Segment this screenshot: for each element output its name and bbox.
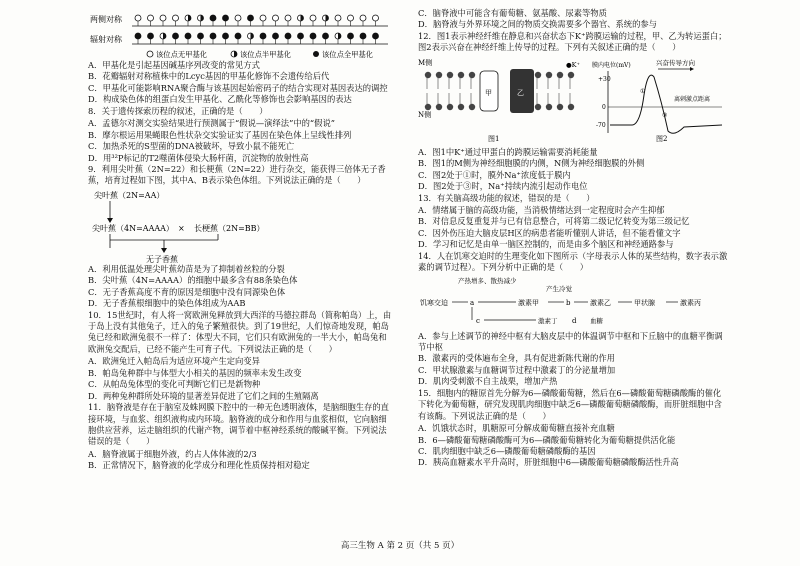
lipid-head: [458, 72, 464, 78]
methyl-site: [348, 33, 354, 39]
q9-option-d: D．无子香蕉根细胞中的染色体组成为AAB: [88, 298, 246, 309]
full-methyl-legend-icon: [313, 51, 319, 57]
methyl-site: [148, 33, 154, 39]
arrow-head-1: [107, 218, 113, 223]
methyl-site: [310, 33, 316, 39]
methyl-site: [373, 33, 379, 39]
q11-option-c: C．脑脊液中可能含有葡萄糖、氨基酸、尿素等物质: [418, 8, 607, 18]
unmethyl-legend-icon: [147, 51, 153, 57]
methyl-site: [348, 15, 354, 21]
node-a-label: a: [470, 298, 475, 307]
methyl-site: [373, 15, 379, 21]
lipid-head: [546, 72, 552, 78]
point1-label: ①: [640, 87, 646, 95]
q9-option-a: A．利用低温处理尖叶蕉幼苗是为了抑制着丝粒的分裂: [88, 263, 285, 274]
methylation-svg: [88, 8, 393, 60]
regulation-svg: [418, 275, 728, 331]
figure2-action-potential: [592, 58, 722, 143]
node-b-label: b: [566, 298, 571, 307]
q8-stem: 8．关于遗传探索历程的叙述，正确的是（ ）: [88, 105, 268, 116]
pump-label: 乙: [517, 88, 524, 97]
q10-option-c: C．从帕岛兔体型的变化可判断它们已是新物种: [88, 379, 261, 390]
figure2-caption: 图2: [656, 134, 668, 143]
hormone-jia-label: 激素甲: [518, 298, 539, 307]
row1-dots: [132, 15, 388, 26]
methyl-site: [210, 33, 216, 39]
tick-plus30: +30: [598, 75, 611, 83]
nerve-svg: [418, 55, 728, 147]
q12-option-b: B．图1的M侧为神经细胞膜的内侧，N侧为神经细胞膜的外侧: [418, 158, 645, 169]
lipid-head: [425, 72, 431, 78]
lipid-head: [568, 104, 574, 110]
q15-option-a: A．饥饿状态时，肌糖原可分解成葡萄糖直接补充血糖: [418, 423, 615, 434]
shiver-label: 产热增多、散热减少: [458, 276, 517, 285]
methyl-site: [173, 33, 179, 39]
q15-stem: 15．细胞内的糖原首先分解为6—磷酸葡萄糖，然后在6—磷酸葡萄糖磷酸酶的催化下转化为葡萄糖，研究发现肌肉细胞中缺乏6—磷酸葡萄糖磷酸酶，而肝脏细胞中含有该酶。下列说法正确的是（ ）: [418, 387, 722, 421]
lipid-head: [546, 104, 552, 110]
cold-stimulus-label: 饥寒交迫: [420, 298, 448, 307]
q13-option-a: A．情绪属于脑的高级功能，当消极情绪达到一定程度时会产生抑郁: [418, 204, 665, 215]
m-side-label: M侧: [418, 58, 433, 67]
q14-option-a: A．参与上述调节的神经中枢有大脑皮层中的体温调节中枢和下丘脑中的血糖平衡调节中枢: [418, 330, 723, 352]
q14-stem: 14．人在饥寒交迫时的生理变化如下图所示（字母表示人体的某些结构，数字表示激素的调节过程）。下列分析中正确的是（ ）: [418, 250, 728, 273]
hormone-bing-label: 激素丙: [680, 298, 701, 307]
arrow-head-2: [161, 248, 167, 253]
phospholipid-bilayer: [425, 72, 574, 110]
q7-option-c: C．甲基化可能影响RNA聚合酶与该基因起始密码子的结合实现对基因表达的调控: [88, 82, 388, 93]
lipid-head: [535, 104, 541, 110]
methyl-site: [298, 33, 304, 39]
q7-option-d: D．构成染色体的组蛋白发生甲基化、乙酰化等修饰也会影响基因的表达: [88, 94, 352, 105]
breeding-diagram: [88, 188, 393, 264]
q11-stem: 11．脑脊液是存在于脑室及蛛网膜下腔中的一种无色透明液体，是脑细胞生存的直接环境，与血浆、组织液构成内环境。脑脊液的成分和作用与血浆相似，它向脑细胞供应营养，运走脑组织的代谢产物，调节着中枢神经系统的酸碱平衡。下列说法错误的是（ ）: [88, 402, 389, 447]
q8-option-d: D．用³²P标记的T2噬菌体侵染大肠杆菌，沉淀物的放射性高: [88, 152, 309, 163]
methyl-site: [360, 15, 366, 21]
q14-option-b: B．激素丙的受体遍布全身，具有促进新陈代谢的作用: [418, 353, 615, 364]
q11-option-b: B．正常情况下，脑脊液的化学成分和理化性质保持相对稳定: [88, 460, 310, 471]
q12-stem: 12．图1表示神经纤维在静息和兴奋状态下K⁺跨膜运输的过程，甲、乙为转运蛋白；图2表示兴奋在神经纤维上传导的过程。下列有关叙述正确的是（ ）: [418, 30, 727, 53]
row2-dots: [132, 33, 388, 44]
methyl-site: [260, 15, 266, 21]
methyl-site: [273, 15, 279, 21]
q12-option-d: D．图2处于③时，Na⁺持续内流引起动作电位: [418, 181, 588, 192]
q9-option-c: C．无子香蕉高度不育的原因是细胞中没有同源染色体: [88, 286, 286, 297]
methyl-site: [248, 15, 254, 21]
node-d-label: d: [572, 316, 577, 325]
methyl-site: [260, 33, 266, 39]
cross-symbol: ×: [178, 223, 185, 233]
distance-label: 离刺激点距离: [674, 95, 711, 103]
lipid-head: [535, 72, 541, 78]
q15-option-c: C．肌肉细胞中缺乏6—磷酸葡萄糖磷酸酶的基因: [418, 445, 596, 456]
lipid-head: [557, 104, 563, 110]
regulation-diagram: [418, 275, 728, 331]
hormone-yi-label: 激素乙: [590, 298, 611, 307]
q9-stem: 9．利用尖叶蕉（2N=22）和长梗蕉（2N=22）进行杂交，能获得三倍体无子香蕉，培育过程如下图，其中A、B表示染色体组。下列说法正确的是（ ）: [88, 163, 386, 186]
row2-label: 辐射对称: [90, 35, 122, 44]
tick-zero: 0: [602, 103, 606, 111]
q8-option-a: A．孟德尔对测交实验结果进行预测属于“假说—演绎法”中的“假说”: [88, 118, 335, 129]
methyl-site: [235, 15, 241, 21]
nerve-figures: [418, 55, 728, 147]
figure1-membrane: [418, 58, 580, 143]
lipid-head: [447, 104, 453, 110]
k-ion-label: ●K⁺: [566, 60, 580, 69]
q11-option-d: D．脑脊液与外界环境之间的物质交换需要多个器官、系统的参与: [418, 19, 657, 30]
q9-option-b: B．尖叶蕉（4N=AAAA）的细胞中最多含有88条染色体: [88, 275, 298, 286]
methylation-figure: [88, 8, 393, 60]
methyl-site: [285, 15, 291, 21]
produce-cold-label: 产生冷觉: [546, 284, 572, 293]
seedless-label: 无子香蕉: [146, 254, 178, 264]
methyl-site: [335, 15, 341, 21]
figure1-caption: 图1: [488, 134, 500, 143]
direction-label: 兴奋传导方向: [656, 58, 695, 67]
other-parent-label: 长梗蕉（2N=BB）: [194, 223, 265, 233]
methyl-site: [210, 15, 216, 21]
q13-stem: 13．有关脑高级功能的叙述，错误的是（ ）: [418, 192, 595, 203]
breeding-svg: [88, 188, 393, 264]
n-side-label: N侧: [418, 110, 432, 119]
q14-option-c: C．甲状腺激素与血糖调节过程中激素丁的分泌量增加: [418, 364, 616, 375]
direction-arrow-head: [690, 67, 694, 71]
methyl-site: [173, 15, 179, 21]
methyl-site: [310, 15, 316, 21]
methyl-site: [135, 15, 141, 21]
methyl-site: [360, 33, 366, 39]
methyl-site: [135, 33, 141, 39]
methyl-site: [235, 33, 241, 39]
legend-unmethyl: 该位点无甲基化: [156, 50, 208, 59]
methyl-site: [148, 15, 154, 21]
parent-label: 尖叶蕉（2N=AA）: [94, 190, 165, 200]
y-axis-label: 膜内电位(mV): [592, 61, 631, 69]
q15-option-b: B．6—磷酸葡萄糖磷酸酶可为6—磷酸葡萄糖转化为葡萄糖提供活化能: [418, 434, 676, 445]
q7-option-b: B．花瓣辐射对称植株中的Lcyc基因的甲基化修饰不会遗传给后代: [88, 71, 330, 82]
q15-option-d: D．胰高血糖素水平升高时，肝脏细胞中6—磷酸葡萄糖磷酸酶活性升高: [418, 457, 679, 468]
q14-option-d: D．肌肉受刺激不自主战栗，增加产热: [418, 376, 558, 387]
point3-label: ③: [662, 111, 668, 119]
legend-full: 该位点全甲基化: [322, 50, 374, 59]
lipid-head: [425, 104, 431, 110]
q10-option-b: B．帕岛兔种群中与体型大小相关的基因的频率未发生改变: [88, 367, 302, 378]
potential-curve: [610, 75, 722, 133]
lipid-head: [436, 104, 442, 110]
right-column: [418, 8, 728, 469]
methyl-site: [223, 33, 229, 39]
q10-option-d: D．两种兔种群所处环境的显著差异促进了它们之间的生殖隔离: [88, 390, 319, 401]
lipid-head: [436, 72, 442, 78]
methyl-site: [160, 15, 166, 21]
q13-option-d: D．学习和记忆是由单一脑区控制的，而是由多个脑区和神经通路参与: [418, 239, 674, 250]
q8-option-c: C．加热杀死的S型菌的DNA被破坏，导致小鼠不能死亡: [88, 141, 295, 152]
q13-option-c: C．因外伤压迫大脑皮层H区的病患者能听懂别人讲话，但不能看懂文字: [418, 227, 681, 238]
lipid-head: [447, 72, 453, 78]
methyl-site: [323, 33, 329, 39]
lipid-head: [568, 72, 574, 78]
lipid-head: [469, 104, 475, 110]
q8-option-b: B．摩尔根运用果蝇眼色性状杂交实验证实了基因在染色体上呈线性排列: [88, 129, 352, 140]
lipid-head: [469, 72, 475, 78]
hormone-ding-label: 激素丁: [538, 316, 558, 325]
legend-half: 该位点半甲基化: [240, 50, 292, 59]
channel-label: 甲: [485, 88, 492, 97]
left-column: [88, 8, 393, 472]
node-c-label: c: [476, 316, 480, 325]
page-footer: 高三生物 A 第 2 页（共 5 页）: [340, 541, 460, 551]
q13-option-b: B．对信息反复重复并与已有信息整合，可将第二级记忆转变为第三级记忆: [418, 216, 690, 227]
tetraploid-label: 尖叶蕉（4N=AAAA）: [92, 223, 174, 233]
lipid-head: [458, 104, 464, 110]
methyl-site: [198, 33, 204, 39]
tick-minus70: -70: [596, 121, 606, 129]
q12-option-c: C．图2处于①时，膜外Na⁺浓度低于膜内: [418, 169, 571, 180]
q11-option-a: A．脑脊液属于细胞外液，约占人体体液的2/3: [88, 448, 257, 459]
thyroid-label: 甲状腺: [634, 298, 655, 307]
methyl-site: [285, 33, 291, 39]
methyl-site: [223, 15, 229, 21]
methyl-site: [273, 33, 279, 39]
methyl-site: [185, 33, 191, 39]
q7-option-a: A．甲基化是引起基因碱基序列改变的常见方式: [88, 60, 260, 70]
q10-option-a: A．欧洲兔迁入帕岛后为适应环境产生定向变异: [88, 356, 260, 367]
row1-label: 两侧对称: [90, 15, 122, 24]
lipid-head: [557, 72, 563, 78]
glucose-label: 血糖: [590, 316, 603, 325]
q12-option-a: A．图1中K⁺通过甲蛋白的跨膜运输需要消耗能量: [418, 146, 598, 157]
q10-stem: 10．15世纪时，有人将一窝欧洲兔释放到大西洋的马德拉群岛（简称帕岛）上，由于岛上没有其他兔子，迁入的兔子繁殖很快。到了19世纪，人们惊奇地发现，帕岛兔已经和欧洲兔很不一样了：体型大不同，它们只有欧洲兔的一半大小，帕岛兔和欧洲兔交配后，已经不能产生可育子代。下列说法正确的是（ ）: [88, 309, 392, 354]
